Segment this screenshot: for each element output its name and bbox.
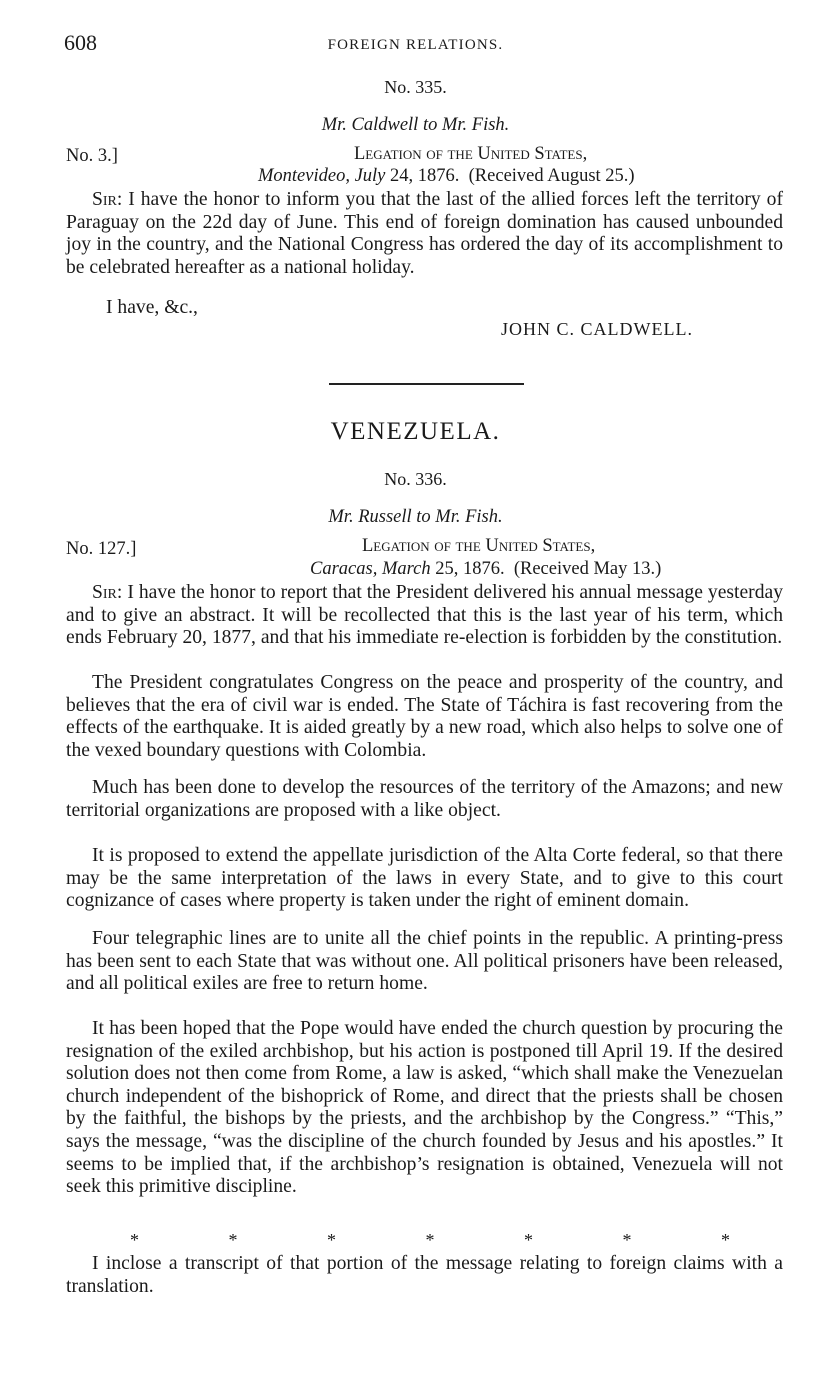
doc1-signature: JOHN C. CALDWELL. — [501, 319, 693, 339]
doc1-body-text: I have the honor to inform you that the last of the allied forces left the territory of Paraguay on the 22d day of June. This end of foreign domination has caused unbounded joy in the country, and the National Congress has ordered the day of its accomplishment to be celebrated hereafter as a national holiday. — [66, 189, 783, 278]
star-mark: * — [622, 1230, 632, 1250]
section-title: VENEZUELA. — [330, 418, 501, 445]
doc2-salutation: Sir: — [92, 582, 123, 603]
star-mark: * — [327, 1230, 336, 1250]
doc2-paragraph-4: It is proposed to extend the appellate jurisdiction of the Alta Corte federal, so that there may be the same interpretation of the laws in every State, and to give to this court cognizance of cases where property is taken under the right of eminent domain. — [66, 845, 783, 912]
doc1-body — [66, 189, 783, 279]
doc2-paragraph-3: Much has been done to develop the resources of the territory of the Amazons; and new territorial organizations are proposed with a like object. — [66, 777, 783, 821]
doc2-paragraph-1-text: I have the honor to report that the President delivered his annual message yesterday and to give an abstract. It will be recollected that this is the last year of his term, which ends February 20, 1877, and that his immediate re-election is forbidden by the constitution. — [66, 582, 783, 649]
doc2-paragraph-2: The President congratulates Congress on the peace and prosperity of the country, and believes that the era of civil war is ended. The State of Táchira is fast recovering from the effects of the earthquake. It is aided greatly by a new road, which also helps to solve one of the vexed boundary questions with Colombia. — [66, 672, 783, 761]
doc1-from-to: Mr. Caldwell to Mr. Fish. — [321, 115, 510, 135]
doc1-legation: Legation of the United States, — [354, 144, 588, 164]
doc2-received: (Received May 13.) — [513, 559, 662, 579]
doc2-paragraph-6: It has been hoped that the Pope would have ended the church question by procuring the resignation of the exiled archbishop, but his action is postponed till April 19. If the desired solution does not then come from Rome, a law is asked, “which shall make the Venezuelan church independent of the bishoprick of Rome, and direct that the priests shall be chosen by the faithful, the bishops by the priests, and the archbishop by the Congress.” “This,” says the message, “was the discipline of the church founded by Jesus and his apostles.” It seems to be implied that, if the archbishop’s resignation is obtained, Venezuela will not seek this primitive discipline. — [66, 1018, 783, 1198]
doc1-salutation: Sir: — [92, 189, 123, 210]
doc2-paragraph-1 — [66, 582, 783, 650]
doc2-date-month: March — [381, 559, 431, 579]
doc2-final-paragraph: I inclose a transcript of that portion of the message relating to foreign claims with a translation. — [66, 1253, 783, 1297]
doc1-dispatch-number: No. 3.] — [66, 146, 118, 166]
doc2-paragraph-5: Four telegraphic lines are to unite all the chief points in the republic. A printing-press has been sent to each State that was without one. All political prisoners have been released, and all political exiles are free to return home. — [66, 928, 783, 995]
doc2-legation: Legation of the United States, — [362, 536, 596, 556]
doc2-number: No. 336. — [384, 469, 447, 489]
doc2-from-to: Mr. Russell to Mr. Fish. — [328, 507, 503, 527]
star-mark: * — [425, 1230, 435, 1250]
doc1-closing: I have, &c., — [106, 297, 198, 318]
star-mark: * — [228, 1230, 238, 1250]
doc1-dateline — [258, 165, 635, 188]
star-mark: * — [524, 1230, 533, 1250]
doc2-dateline — [310, 558, 661, 581]
doc1-date-month: July — [354, 166, 386, 186]
page-number: 608 — [64, 30, 97, 55]
doc1-number: No. 335. — [384, 77, 447, 97]
doc1-place: Montevideo, — [258, 166, 350, 186]
ellipsis-stars — [130, 1229, 730, 1252]
star-mark: * — [721, 1230, 730, 1250]
running-title: FOREIGN RELATIONS. — [327, 37, 504, 53]
doc2-dispatch-number: No. 127.] — [66, 539, 137, 559]
doc1-received: (Received August 25.) — [468, 166, 635, 186]
star-mark: * — [130, 1230, 139, 1250]
doc1-date-rest: 24, 1876. — [390, 166, 460, 186]
doc2-date-rest: 25, 1876. — [435, 559, 505, 579]
section-divider — [329, 383, 524, 385]
doc2-place: Caracas, — [310, 559, 378, 579]
